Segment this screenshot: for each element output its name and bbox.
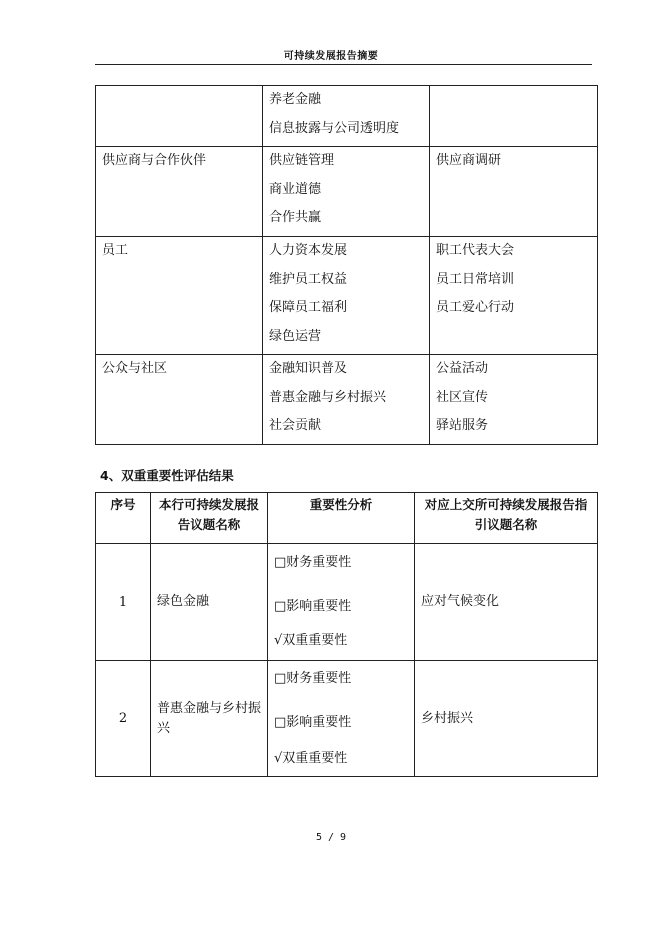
- topics-cell: [263, 355, 430, 445]
- channel-item: 驿站服务: [436, 418, 489, 433]
- table-row: [96, 661, 598, 777]
- index-cell: 1: [96, 544, 151, 661]
- index-cell: 2: [96, 661, 151, 777]
- stakeholder-cell: 供应商与合作伙伴: [96, 147, 263, 237]
- double-materiality-option: √双重重要性: [274, 633, 348, 648]
- financial-materiality-option: □财务重要性: [274, 555, 352, 570]
- page-number: 5 / 9: [315, 832, 347, 843]
- channel-item: 员工日常培训: [436, 271, 515, 287]
- table-row: [96, 237, 598, 355]
- page-header-title: 可持续发展报告摘要: [283, 51, 379, 62]
- topic-item: 金融知识普及: [269, 361, 348, 376]
- topic-cell: 普惠金融与乡村振兴: [151, 661, 268, 777]
- financial-materiality-option: □财务重要性: [274, 670, 352, 686]
- channels-cell: [430, 147, 598, 237]
- topics-cell: [263, 147, 430, 237]
- topic-item: 社会贡献: [269, 418, 322, 433]
- topic-item: 保障员工福利: [269, 300, 348, 315]
- table-row: [96, 355, 598, 445]
- stakeholder-cell: 员工: [96, 237, 263, 355]
- table-row: [96, 147, 598, 237]
- table-row: [96, 544, 598, 661]
- topic-item: 供应链管理: [269, 153, 335, 168]
- channels-cell: [430, 355, 598, 445]
- section-heading: 4、双重重要性评估结果: [100, 468, 234, 483]
- header-divider: [95, 64, 592, 65]
- channel-item: 社区宣传: [436, 389, 489, 405]
- channels-cell: [430, 86, 598, 147]
- topic-item: 合作共赢: [269, 210, 322, 225]
- topic-item: 信息披露与公司透明度: [269, 120, 400, 136]
- topic-item: 人力资本发展: [269, 243, 348, 258]
- column-header: 对应上交所可持续发展报告指引议题名称: [415, 493, 598, 544]
- topics-cell: [263, 86, 430, 147]
- topic-item: 绿色运营: [269, 328, 322, 344]
- impact-materiality-option: □影响重要性: [274, 599, 352, 614]
- stakeholder-cell: 公众与社区: [96, 355, 263, 445]
- channel-item: 供应商调研: [436, 153, 502, 168]
- channel-item: 员工爱心行动: [436, 300, 515, 315]
- topic-item: 维护员工权益: [269, 271, 348, 287]
- channels-cell: [430, 237, 598, 355]
- stakeholder-table: [95, 85, 598, 445]
- topic-item: 商业道德: [269, 181, 322, 197]
- mapped-topic-cell: 乡村振兴: [415, 661, 598, 777]
- topic-cell: 绿色金融: [151, 544, 268, 661]
- materiality-options-cell: [268, 544, 415, 661]
- channel-item: 职工代表大会: [436, 243, 515, 258]
- topic-item: 养老金融: [269, 92, 322, 107]
- channel-item: 公益活动: [436, 361, 489, 376]
- topic-item: 普惠金融与乡村振兴: [269, 389, 387, 405]
- impact-materiality-option: □影响重要性: [274, 714, 352, 730]
- table-row: [96, 86, 598, 147]
- mapped-topic-cell: 应对气候变化: [415, 544, 598, 661]
- materiality-options-cell: [268, 661, 415, 777]
- column-header: 本行可持续发展报告议题名称: [151, 493, 268, 544]
- table-header-row: [96, 493, 598, 544]
- double-materiality-option: √双重重要性: [274, 750, 348, 766]
- topics-cell: [263, 237, 430, 355]
- column-header: 重要性分析: [268, 493, 415, 544]
- materiality-table: [95, 492, 598, 777]
- column-header: 序号: [96, 493, 151, 544]
- stakeholder-cell: [96, 86, 263, 147]
